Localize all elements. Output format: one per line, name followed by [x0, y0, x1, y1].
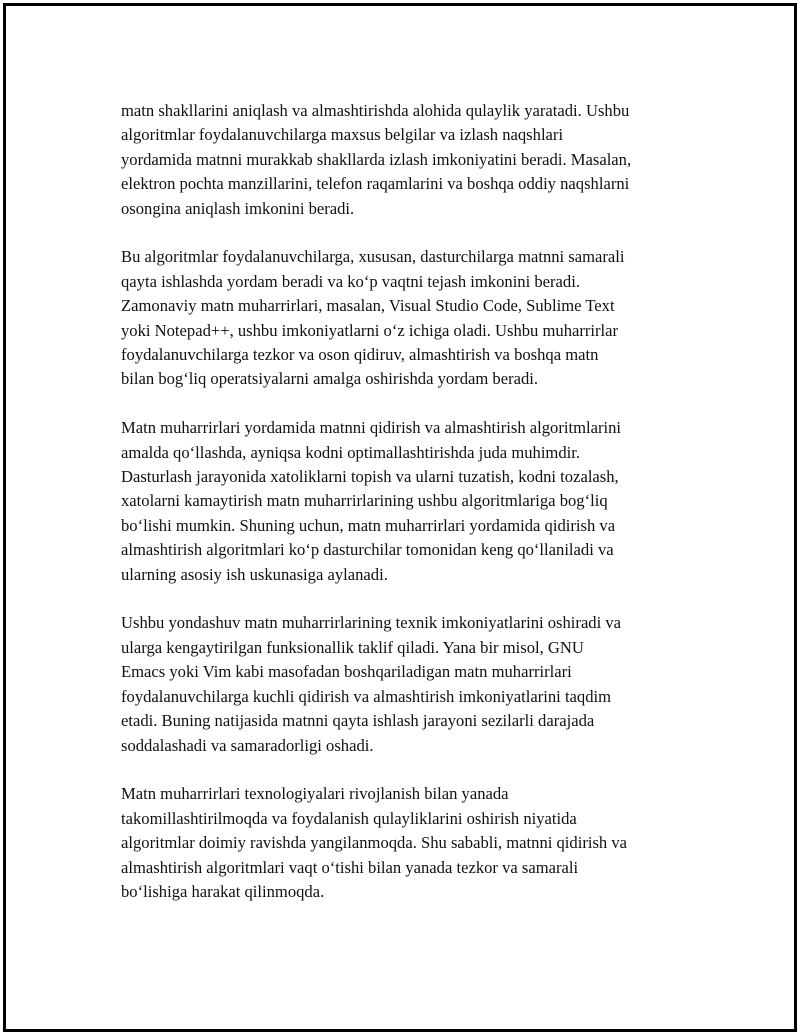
paragraph-1 — [121, 99, 701, 221]
text-line: matn shakllarini aniqlash va almashtirishda alohida qulaylik yaratadi. Ushbu — [121, 101, 630, 120]
text-line: Emacs yoki Vim kabi masofadan boshqariladigan matn muharrirlari — [121, 662, 572, 682]
text-line: bilan bog‘liq operatsiyalarni amalga oshirishda yordam beradi. — [121, 369, 539, 389]
text-line: osongina aniqlash imkonini beradi. — [121, 198, 355, 218]
text-line: yoki Notepad++, ushbu imkoniyatlarni o‘z ichiga oladi. Ushbu muharrirlar — [121, 320, 619, 340]
text-line: algoritmlar foydalanuvchilarga maxsus belgilar va izlash naqshlari — [121, 125, 564, 145]
paragraph-5 — [121, 782, 701, 904]
text-line: soddalashadi va samaradorligi oshadi. — [121, 735, 374, 755]
paragraph-3 — [121, 416, 701, 587]
text-line: bo‘lishiga harakat qilinmoqda. — [121, 881, 325, 901]
document-body — [121, 99, 701, 929]
text-line: Matn muharrirlari texnologiyalari rivojlanish bilan yanada — [121, 784, 509, 804]
text-line: Dasturlash jarayonida xatoliklarni topish va ularni tuzatish, kodni tozalash, — [121, 467, 619, 487]
text-line: qayta ishlashda yordam beradi va ko‘p vaqtni tejash imkonini beradi. — [121, 271, 580, 291]
text-line: amalda qo‘llashda, ayniqsa kodni optimallashtirishda juda muhimdir. — [121, 442, 581, 462]
text-line: bo‘lishi mumkin. Shuning uchun, matn muharrirlari yordamida qidirish va — [121, 515, 616, 535]
paragraph-4 — [121, 611, 701, 757]
text-line: yordamida matnni murakkab shakllarda izlash imkoniyatini beradi. Masalan, — [121, 149, 632, 169]
text-line: ularga kengaytirilgan funksionallik taklif qiladi. Yana bir misol, GNU — [121, 637, 584, 657]
text-line: elektron pochta manzillarini, telefon raqamlarini va boshqa oddiy naqshlarni — [121, 174, 630, 194]
text-line: foydalanuvchilarga kuchli qidirish va almashtirish imkoniyatlarini taqdim — [121, 686, 612, 706]
text-line: Zamonaviy matn muharrirlari, masalan, Visual Studio Code, Sublime Text — [121, 296, 615, 316]
page-frame — [3, 3, 797, 1032]
paragraph-2 — [121, 245, 701, 391]
text-line: Bu algoritmlar foydalanuvchilarga, xususan, dasturchilarga matnni samarali — [121, 247, 625, 267]
text-line: foydalanuvchilarga tezkor va oson qidiruv, almashtirish va boshqa matn — [121, 345, 599, 365]
text-line: almashtirish algoritmlari vaqt o‘tishi bilan yanada tezkor va samarali — [121, 857, 579, 877]
text-line: xatolarni kamaytirish matn muharrirlarining ushbu algoritmlariga bog‘liq — [121, 491, 608, 511]
text-line: etadi. Buning natijasida matnni qayta ishlash jarayoni sezilarli darajada — [121, 711, 595, 731]
text-line: takomillashtirilmoqda va foydalanish qulayliklarini oshirish niyatida — [121, 808, 577, 828]
text-line: Matn muharrirlari yordamida matnni qidirish va almashtirish algoritmlarini — [121, 418, 622, 438]
text-line: algoritmlar doimiy ravishda yangilanmoqda. Shu sababli, matnni qidirish va — [121, 833, 628, 853]
text-line: Ushbu yondashuv matn muharrirlarining texnik imkoniyatlarini oshiradi va — [121, 613, 622, 633]
text-line: ularning asosiy ish uskunasiga aylanadi. — [121, 564, 388, 584]
text-line: almashtirish algoritmlari ko‘p dasturchilar tomonidan keng qo‘llaniladi va — [121, 540, 614, 560]
